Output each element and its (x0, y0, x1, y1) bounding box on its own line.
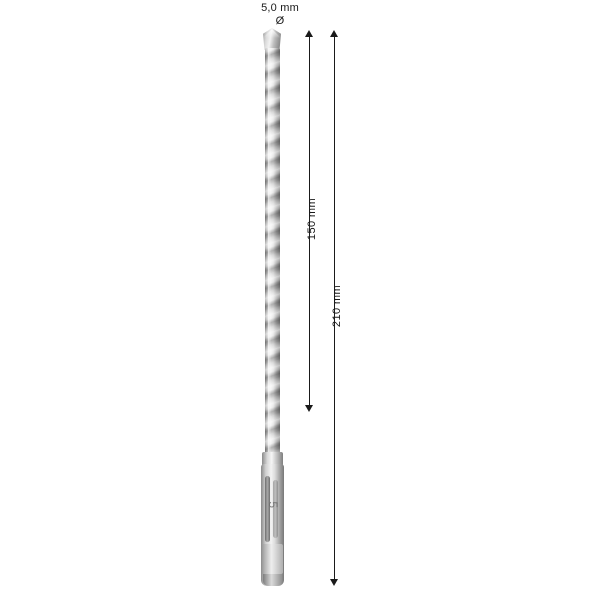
arrow-down-icon (330, 579, 338, 586)
shank-end (263, 574, 282, 586)
arrow-down-icon (305, 405, 313, 412)
drill-bit-illustration (252, 28, 296, 586)
total-length-label: 210 mm (331, 284, 343, 328)
shank-size-marking: 5 (266, 501, 280, 509)
diameter-label (210, 2, 350, 28)
shank-flat-face (262, 544, 283, 574)
diameter-symbol-icon: Ø (275, 14, 285, 27)
diameter-value: 5,0 mm (261, 2, 299, 14)
working-length-label: 150 mm (306, 197, 318, 241)
flute-specular-highlight (268, 48, 271, 458)
